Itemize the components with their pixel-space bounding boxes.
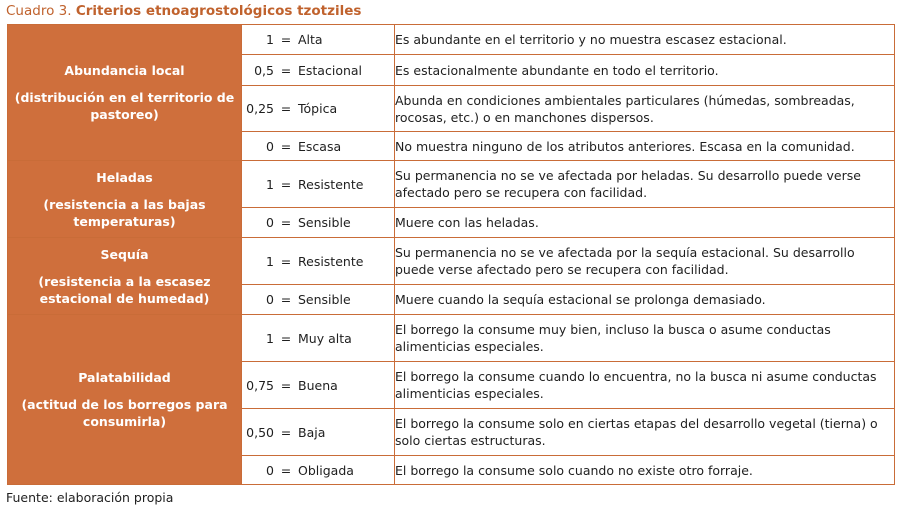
- value-number: 0,25: [246, 101, 274, 116]
- category-sequia: [8, 238, 242, 315]
- value-number: 0,50: [246, 424, 274, 440]
- description-cell: Su permanencia no se ve afectada por la sequía estacional. Su desarrollo puede verse afectado pero se recupera con facilidad.: [395, 238, 895, 285]
- value-cell: [242, 315, 395, 362]
- value-number: 1: [266, 330, 274, 346]
- equals-sign: =: [280, 330, 292, 346]
- value-number: 0: [266, 215, 274, 230]
- category-title: Palatabilidad: [78, 370, 171, 385]
- value-label: Resistente: [298, 253, 364, 269]
- equals-sign: =: [280, 424, 292, 440]
- equals-sign: =: [280, 62, 292, 78]
- value-cell: [242, 208, 395, 238]
- table-row: [8, 25, 895, 55]
- value-cell: [242, 25, 395, 55]
- category-title: Sequía: [100, 246, 149, 262]
- category-title: Abundancia local: [64, 63, 185, 78]
- category-heladas: [8, 161, 242, 238]
- value-number: 0: [266, 462, 274, 478]
- value-cell: [242, 285, 395, 315]
- table-row: [8, 161, 895, 208]
- value-label: Sensible: [298, 215, 351, 230]
- value-label: Muy alta: [298, 330, 352, 346]
- equals-sign: =: [280, 292, 292, 307]
- category-subtitle: (actitud de los borregos para consumirla): [21, 397, 228, 429]
- table-row: [8, 315, 895, 362]
- table-caption: [6, 3, 361, 19]
- value-number: 1: [266, 176, 274, 192]
- description-cell: Abunda en condiciones ambientales particulares (húmedas, sombreadas, rocosas, etc.) o en manchones dispersos.: [395, 86, 895, 132]
- value-number: 1: [266, 32, 274, 47]
- description-cell: Muere cuando la sequía estacional se prolonga demasiado.: [395, 285, 895, 315]
- equals-sign: =: [280, 462, 292, 478]
- description-cell: No muestra ninguno de los atributos anteriores. Escasa en la comunidad.: [395, 132, 895, 161]
- description-cell: El borrego la consume solo cuando no existe otro forraje.: [395, 456, 895, 485]
- category-palatabilidad: [8, 315, 242, 485]
- value-cell: [242, 456, 395, 485]
- category-subtitle: (resistencia a las bajas temperaturas): [43, 196, 206, 229]
- description-cell: Es estacionalmente abundante en todo el territorio.: [395, 55, 895, 86]
- equals-sign: =: [280, 215, 292, 230]
- value-label: Obligada: [298, 462, 354, 478]
- table-row: [8, 238, 895, 285]
- value-cell: [242, 132, 395, 161]
- category-subtitle: (resistencia a la escasez estacional de humedad): [38, 273, 211, 306]
- value-label: Buena: [298, 377, 338, 393]
- value-cell: [242, 362, 395, 409]
- value-number: 0: [266, 138, 274, 154]
- value-label: Estacional: [298, 62, 363, 78]
- source-note: Fuente: elaboración propia: [6, 490, 174, 505]
- equals-sign: =: [280, 176, 292, 192]
- caption-prefix: Cuadro 3.: [6, 3, 72, 19]
- description-cell: El borrego la consume muy bien, incluso la busca o asume conductas alimenticias especiales.: [395, 315, 895, 362]
- value-number: 1: [266, 253, 274, 269]
- equals-sign: =: [280, 138, 292, 154]
- value-cell: [242, 86, 395, 132]
- description-cell: Muere con las heladas.: [395, 208, 895, 238]
- value-number: 0: [266, 292, 274, 307]
- description-cell: Es abundante en el territorio y no muestra escasez estacional.: [395, 25, 895, 55]
- equals-sign: =: [280, 101, 292, 116]
- value-number: 0,5: [254, 62, 274, 78]
- description-cell: Su permanencia no se ve afectada por heladas. Su desarrollo puede verse afectado pero se recupera con facilidad.: [395, 161, 895, 208]
- equals-sign: =: [280, 253, 292, 269]
- value-label: Tópica: [298, 101, 338, 116]
- description-cell: El borrego la consume cuando lo encuentra, no la busca ni asume conductas alimenticias especiales.: [395, 362, 895, 409]
- equals-sign: =: [280, 377, 292, 393]
- category-title: Heladas: [96, 169, 153, 185]
- criteria-table: [7, 24, 895, 485]
- category-abundancia: [8, 25, 242, 161]
- category-subtitle: (distribución en el territorio de pastoreo): [14, 90, 235, 122]
- value-cell: [242, 409, 395, 456]
- equals-sign: =: [280, 32, 292, 47]
- description-cell: El borrego la consume solo en ciertas etapas del desarrollo vegetal (tierna) o solo ciertas estructuras.: [395, 409, 895, 456]
- caption-title: Criterios etnoagrostológicos tzotziles: [75, 3, 362, 19]
- value-label: Escasa: [298, 138, 342, 154]
- value-label: Sensible: [298, 292, 351, 307]
- value-cell: [242, 55, 395, 86]
- value-label: Alta: [298, 32, 323, 47]
- value-cell: [242, 238, 395, 285]
- value-cell: [242, 161, 395, 208]
- value-label: Baja: [298, 424, 326, 440]
- value-label: Resistente: [298, 176, 364, 192]
- value-number: 0,75: [246, 377, 274, 393]
